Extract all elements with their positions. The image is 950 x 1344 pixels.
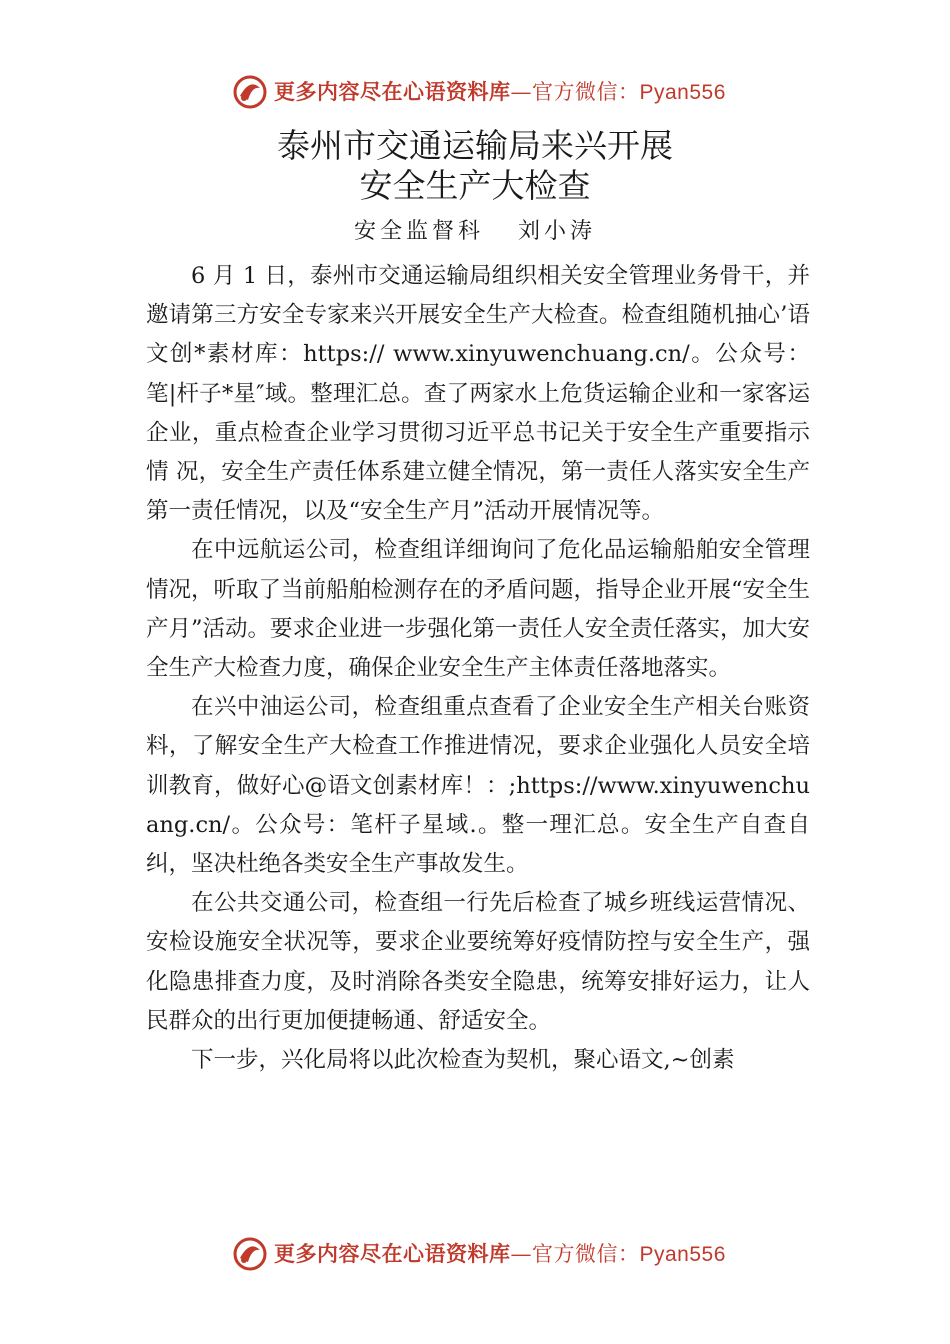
logo-icon [232,1236,268,1272]
paragraph: 在公共交通公司，检查组一行先后检查了城乡班线运营情况、安检设施安全状况等，要求企业要统筹好疫情防控与安全生产，强化隐患排查力度，及时消除各类安全隐患，统筹安排好运力，让人民群众的出行更加便捷畅通、舒适安全。 [146,890,810,1034]
paragraph: 在兴中油运公司，检查组重点查看了企业安全生产相关台账资料，了解安全生产大检查工作推进情况，要求企业强化人员安全培训教育，做好心@语文创素材库！：;https://www.xinyuwenchuang.cn/。公众号：笔杆子星域.。整一理汇总。安全生产自查自纠，坚决杜绝各类安全生产事故发生。 [146,694,810,878]
article-body [146,257,810,1080]
paragraph: 在中远航运公司，检查组详细询问了危化品运输船舶安全管理情况，听取了当前船舶检测存在的矛盾问题，指导企业开展“安全生产月”活动。要求企业进一步强化第一责任人安全责任落实，加大安全生产大检查力度，确保企业安全生产主体责任落地落实。 [146,537,811,682]
banner-text: 更多内容尽在心语资料库—官方微信：Pyan556 [274,1241,726,1266]
page-title-line1: 泰州市交通运输局来兴开展 [277,126,673,165]
header-banner [0,70,950,114]
byline-author: 刘小涛 [518,219,597,244]
paragraph: 下一步，兴化局将以此次检查为契机，聚心语文,~创素 [191,1047,735,1074]
paragraph: 6 月 1 日，泰州市交通运输局组织相关安全管理业务骨干，并邀请第三方安全专家来兴开展安全生产大检查。检查组随机抽心’语文创*素材库：https:// www.xinyuwenchuang.cn/。公众号：笔|杆子*星″域。整理汇总。查了两家水上危货运输企业和一家客运企业，重点检查企业学习贯彻习近平总书记关于安全生产重要指示情 况，安全生产责任体系建立健全情况，第一责任人落实安全生产第一责任情况，以及“安全生产月”活动开展情况等。 [146,263,810,525]
byline-department: 安全监督科 [353,219,484,244]
logo-icon [232,74,268,110]
footer-banner [0,1232,950,1276]
page-title-line2: 安全生产大检查 [359,166,591,205]
banner-text: 更多内容尽在心语资料库—官方微信：Pyan556 [274,79,726,104]
byline [0,217,950,247]
